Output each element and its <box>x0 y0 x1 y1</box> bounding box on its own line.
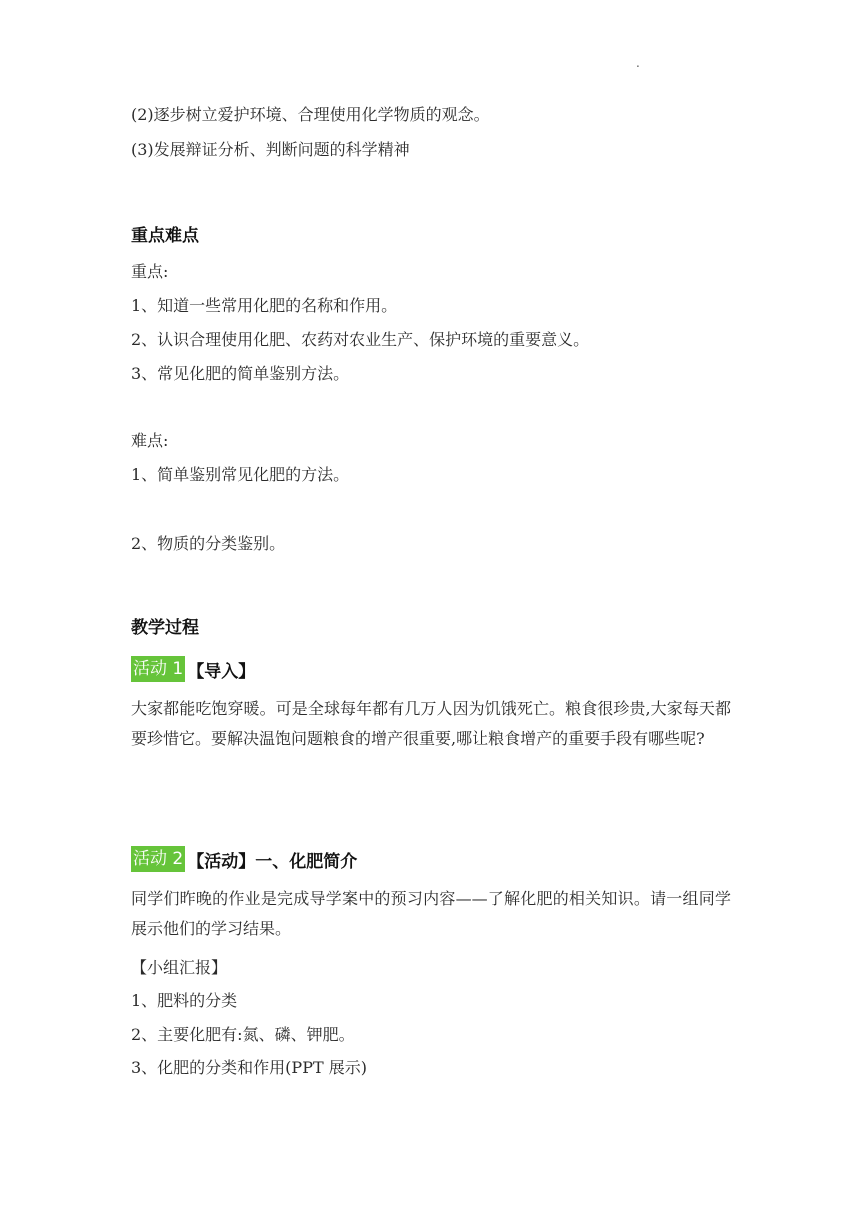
activity-1-title: 【导入】 <box>187 661 256 682</box>
focus-item-1: 1、知道一些常用化肥的名称和作用。 <box>131 296 398 315</box>
key-points-heading: 重点难点 <box>131 226 199 246</box>
page-marker: . <box>636 56 640 70</box>
activity-2-item-2: 2、主要化肥有:氮、磷、钾肥。 <box>131 1025 355 1044</box>
activity-2-item-3: 3、化肥的分类和作用(PPT 展示) <box>131 1058 367 1077</box>
focus-item-3: 3、常见化肥的简单鉴别方法。 <box>131 364 350 383</box>
activity-1-header <box>131 656 255 682</box>
group-report-label: 【小组汇报】 <box>131 958 228 977</box>
objective-3: (3)发展辩证分析、判断问题的科学精神 <box>131 140 410 159</box>
activity-2-title: 【活动】一、化肥简介 <box>187 851 358 872</box>
difficulty-item-1: 1、简单鉴别常见化肥的方法。 <box>131 465 350 484</box>
objective-2: (2)逐步树立爱护环境、合理使用化学物质的观念。 <box>131 105 490 124</box>
activity-2-text: 同学们昨晚的作业是完成导学案中的预习内容——了解化肥的相关知识。请一组同学展示他们的学习结果。 <box>131 889 731 938</box>
difficulty-label: 难点: <box>131 431 169 450</box>
activity-2-tag: 活动 2 <box>131 846 185 872</box>
activity-2-header <box>131 846 357 872</box>
activity-2-item-1: 1、肥料的分类 <box>131 991 238 1010</box>
activity-1-tag: 活动 1 <box>131 656 185 682</box>
difficulty-item-2: 2、物质的分类鉴别。 <box>131 534 286 553</box>
activity-1-text: 大家都能吃饱穿暖。可是全球每年都有几万人因为饥饿死亡。粮食很珍贵,大家每天都要珍惜它。要解决温饱问题粮食的增产很重要,哪让粮食增产的重要手段有哪些呢? <box>131 699 731 748</box>
process-heading: 教学过程 <box>131 618 199 638</box>
focus-label: 重点: <box>131 262 169 281</box>
focus-item-2: 2、认识合理使用化肥、农药对农业生产、保护环境的重要意义。 <box>131 330 590 349</box>
